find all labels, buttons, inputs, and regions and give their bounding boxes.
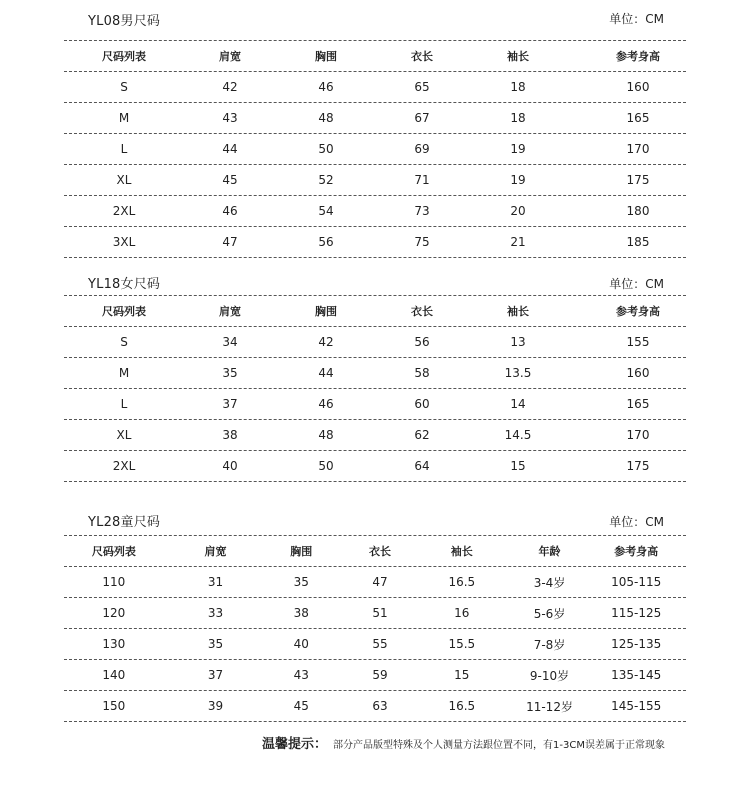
table-cell: 40 <box>222 459 238 473</box>
table-row <box>64 327 686 357</box>
kids-table-body <box>64 567 686 722</box>
table-cell: 125-135 <box>611 637 662 651</box>
table-cell: 180 <box>626 204 650 218</box>
column-header: 肩宽 <box>204 545 227 558</box>
table-cell: 58 <box>414 366 430 380</box>
table-cell: 120 <box>102 606 126 620</box>
column-header: 参考身高 <box>616 305 660 318</box>
table-cell: 38 <box>293 606 309 620</box>
table-cell: 39 <box>207 699 224 713</box>
table-row <box>64 103 686 133</box>
divider <box>64 257 686 258</box>
table-cell: 43 <box>222 111 238 125</box>
table-cell: 170 <box>626 142 650 156</box>
men-table-body <box>64 72 686 258</box>
table-row <box>64 227 686 257</box>
table-cell: M <box>118 366 130 380</box>
column-header: 衣长 <box>411 50 433 63</box>
table-cell: 47 <box>372 575 388 589</box>
table-cell: 40 <box>293 637 309 651</box>
table-cell: 160 <box>626 366 650 380</box>
column-header: 尺码列表 <box>91 545 136 558</box>
table-cell: 56 <box>318 235 334 249</box>
table-cell: 3-4岁 <box>533 575 566 590</box>
kids-section-title: YL28童尺码 <box>88 515 161 530</box>
men-section-title: YL08男尺码 <box>88 14 161 29</box>
column-header: 胸围 <box>315 50 337 63</box>
divider <box>64 481 686 482</box>
women-table-header <box>64 296 686 326</box>
table-cell: 48 <box>318 428 334 442</box>
table-cell: S <box>120 335 128 349</box>
table-cell: XL <box>116 173 132 187</box>
table-cell: 7-8岁 <box>533 637 566 652</box>
column-header: 衣长 <box>411 305 433 318</box>
table-cell: L <box>120 142 128 156</box>
table-row <box>64 629 686 659</box>
table-cell: 20 <box>510 204 526 218</box>
kids-size-section <box>64 511 686 722</box>
table-cell: 5-6岁 <box>533 606 566 621</box>
column-header: 袖长 <box>450 545 473 558</box>
column-header: 尺码列表 <box>102 305 146 318</box>
kids-section-header <box>64 511 686 531</box>
footer-text: 部分产品版型特殊及个人测量方法跟位置不同，有1-3CM误差属于正常现象 <box>333 740 665 751</box>
men-table-header <box>64 41 686 71</box>
divider <box>64 721 686 722</box>
table-cell: 52 <box>318 173 334 187</box>
table-cell: 69 <box>414 142 430 156</box>
table-cell: 45 <box>293 699 309 713</box>
table-cell: 140 <box>102 668 126 682</box>
table-cell: 63 <box>372 699 388 713</box>
table-row <box>64 420 686 450</box>
table-cell: 64 <box>414 459 430 473</box>
table-cell: 15.5 <box>448 637 476 651</box>
table-cell: 59 <box>372 668 388 682</box>
table-cell: 75 <box>414 235 430 249</box>
column-header: 肩宽 <box>219 50 241 63</box>
women-section-header <box>64 273 686 293</box>
column-header: 胸围 <box>290 545 313 558</box>
table-cell: 165 <box>626 397 650 411</box>
table-cell: 51 <box>372 606 388 620</box>
table-cell: 37 <box>207 668 224 682</box>
table-cell: 56 <box>414 335 430 349</box>
table-row <box>64 165 686 195</box>
table-row <box>64 358 686 388</box>
table-cell: 115-125 <box>611 606 662 620</box>
women-table-body <box>64 327 686 482</box>
footer-label: 温馨提示： <box>262 737 328 752</box>
table-cell: 14.5 <box>504 428 532 442</box>
table-cell: 155 <box>626 335 650 349</box>
table-cell: 54 <box>318 204 334 218</box>
column-header: 参考身高 <box>614 545 659 558</box>
table-cell: 165 <box>626 111 650 125</box>
table-cell: 33 <box>207 606 224 620</box>
table-cell: 11-12岁 <box>526 699 573 714</box>
table-cell: 160 <box>626 80 650 94</box>
table-cell: 16.5 <box>448 575 476 589</box>
table-row <box>64 691 686 721</box>
table-cell: 13.5 <box>504 366 532 380</box>
table-cell: 55 <box>372 637 388 651</box>
table-cell: 19 <box>510 173 526 187</box>
table-cell: 15 <box>454 668 470 682</box>
column-header: 年龄 <box>538 545 561 558</box>
kids-table-header <box>64 536 686 566</box>
column-header: 衣长 <box>369 545 392 558</box>
table-cell: 105-115 <box>611 575 662 589</box>
column-header: 胸围 <box>315 305 337 318</box>
table-cell: 65 <box>414 80 430 94</box>
men-section-header <box>64 10 686 30</box>
table-cell: 18 <box>510 111 526 125</box>
table-row <box>64 598 686 628</box>
table-cell: 60 <box>414 397 430 411</box>
table-cell: 13 <box>510 335 526 349</box>
table-cell: 35 <box>207 637 224 651</box>
kids-unit-label: 单位：CM <box>609 515 664 529</box>
table-cell: 145-155 <box>611 699 662 713</box>
table-row <box>64 389 686 419</box>
table-cell: 185 <box>626 235 650 249</box>
table-cell: M <box>118 111 130 125</box>
table-cell: 110 <box>102 575 126 589</box>
table-cell: 150 <box>102 699 126 713</box>
table-cell: 175 <box>626 173 650 187</box>
table-cell: 46 <box>318 80 334 94</box>
table-cell: 14 <box>510 397 526 411</box>
table-cell: L <box>120 397 128 411</box>
column-header: 尺码列表 <box>102 50 146 63</box>
table-cell: 62 <box>414 428 430 442</box>
women-section-title: YL18女尺码 <box>88 277 161 292</box>
table-cell: 2XL <box>112 459 136 473</box>
table-cell: 3XL <box>112 235 136 249</box>
table-row <box>64 567 686 597</box>
table-cell: 67 <box>414 111 430 125</box>
table-cell: 130 <box>102 637 126 651</box>
women-unit-label: 单位：CM <box>609 277 664 291</box>
table-cell: 15 <box>510 459 526 473</box>
table-cell: 37 <box>222 397 238 411</box>
table-cell: 71 <box>414 173 430 187</box>
men-unit-label: 单位：CM <box>609 12 664 26</box>
table-cell: 42 <box>318 335 334 349</box>
table-cell: 43 <box>293 668 309 682</box>
table-cell: 19 <box>510 142 526 156</box>
table-cell: 38 <box>222 428 238 442</box>
column-header: 肩宽 <box>219 305 241 318</box>
column-header: 袖长 <box>507 305 529 318</box>
table-cell: 45 <box>222 173 238 187</box>
table-cell: 31 <box>207 575 224 589</box>
table-cell: XL <box>116 428 132 442</box>
table-cell: 16 <box>454 606 470 620</box>
table-row <box>64 72 686 102</box>
table-cell: 2XL <box>112 204 136 218</box>
table-cell: 73 <box>414 204 430 218</box>
table-cell: 16.5 <box>448 699 476 713</box>
table-cell: 50 <box>318 459 334 473</box>
table-cell: 48 <box>318 111 334 125</box>
table-cell: 135-145 <box>611 668 662 682</box>
table-cell: 35 <box>293 575 309 589</box>
table-row <box>64 196 686 226</box>
table-cell: 34 <box>222 335 238 349</box>
table-cell: 175 <box>626 459 650 473</box>
table-cell: 47 <box>222 235 238 249</box>
table-cell: 9-10岁 <box>529 668 570 683</box>
table-row <box>64 660 686 690</box>
table-cell: 35 <box>222 366 238 380</box>
table-cell: S <box>120 80 128 94</box>
table-cell: 18 <box>510 80 526 94</box>
footer-note <box>262 733 665 752</box>
women-size-section <box>64 273 686 482</box>
column-header: 袖长 <box>507 50 529 63</box>
table-cell: 42 <box>222 80 238 94</box>
table-cell: 44 <box>222 142 238 156</box>
column-header: 参考身高 <box>616 50 660 63</box>
table-row <box>64 134 686 164</box>
table-cell: 44 <box>318 366 334 380</box>
men-size-section <box>64 10 686 258</box>
table-row <box>64 451 686 481</box>
table-cell: 46 <box>318 397 334 411</box>
table-cell: 170 <box>626 428 650 442</box>
table-cell: 50 <box>318 142 334 156</box>
table-cell: 21 <box>510 235 526 249</box>
table-cell: 46 <box>222 204 238 218</box>
